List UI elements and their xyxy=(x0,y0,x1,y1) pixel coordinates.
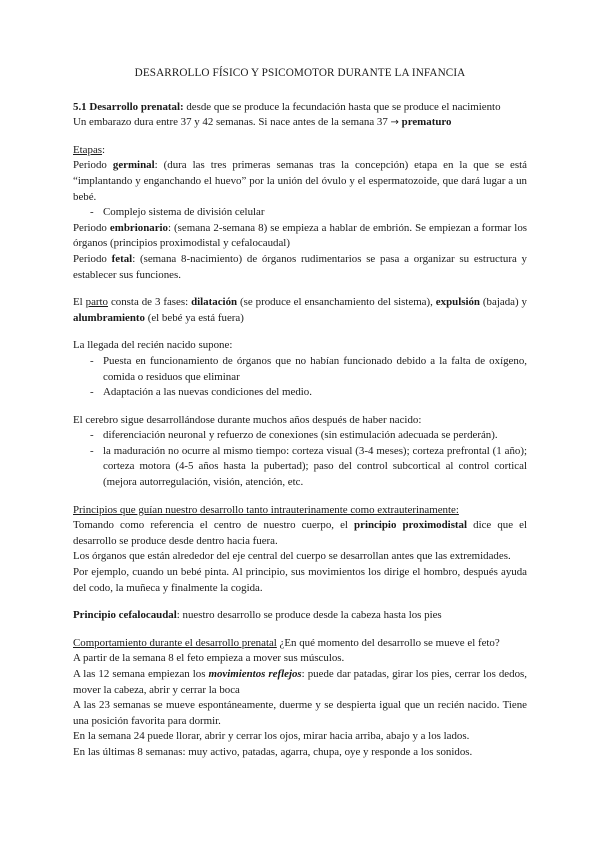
principios-paragraph-3: Por ejemplo, cuando un bebé pinta. Al principio, sus movimientos los dirige el hombro, después ayuda del codo, la muñeca y finalmente la cogida. xyxy=(73,566,527,594)
principios-paragraph-2: Los órganos que están alrededor del eje central del cuerpo se desarrollan antes que las extremidades. xyxy=(73,550,511,563)
periodo-germinal: Periodo germinal: (dura las tres primeras semanas tras la concepción) etapa en la que se está “implantando y enganchando el huevo” por la unión del óvulo y el espermatozoide, que dará lugar a un bebé. xyxy=(73,159,527,203)
comportamiento-line-4: En la semana 24 puede llorar, abrir y cerrar los ojos, mirar hacia arriba, abajo y a los lados. xyxy=(73,730,470,743)
principios-heading: Principios que guían nuestro desarrollo tanto intrauterinamente como extrauterinamente: xyxy=(73,503,459,516)
llegada-intro: La llegada del recién nacido supone: xyxy=(73,339,233,352)
periodo-fetal: Periodo fetal: (semana 8-nacimiento) de órganos rudimentarios se pasa a organizar su estructura y establecer sus funciones. xyxy=(73,252,527,281)
section-heading: 5.1 Desarrollo prenatal: xyxy=(73,100,184,113)
list-item: - diferenciación neuronal y refuerzo de conexiones (sin estimulación adecuada se perderán). xyxy=(90,429,498,442)
comportamiento-heading: Comportamiento durante el desarrollo prenatal ¿En qué momento del desarrollo se mueve el feto? xyxy=(73,636,500,649)
germinal-list xyxy=(73,205,527,221)
etapas-label: Etapas: xyxy=(73,143,106,156)
comportamiento-line-5: En las últimas 8 semanas: muy activo, patadas, agarra, chupa, oye y responde a los sonidos. xyxy=(73,745,473,758)
llegada-list xyxy=(73,354,527,401)
list-item: - Puesta en funcionamiento de órganos que no habían funcionado debido a la falta de oxígeno, comida o residuos que eliminar xyxy=(90,354,527,383)
parto-paragraph: El parto consta de 3 fases: dilatación (se produce el ensanchamiento del sistema), expulsión (bajada) y alumbramiento (el bebé ya está fuera) xyxy=(73,296,527,324)
comportamiento-line-3: A las 23 semanas se mueve espontáneamente, duerme y se despierta igual que un recién nacido. Tiene una posición favorita para dormir. xyxy=(73,699,527,727)
cefalocaudal-paragraph: Principio cefalocaudal: nuestro desarrollo se produce desde la cabeza hasta los pies xyxy=(73,609,442,622)
comportamiento-line-1: A partir de la semana 8 el feto empieza a mover sus músculos. xyxy=(73,652,345,665)
list-item: - la maduración no ocurre al mismo tiempo: corteza visual (3-4 meses); corteza prefrontal (1 año); corteza motora (4-5 años hasta la pubertad); paso del control subcortical al control cortical (mejora autorregulación, visión, atención, etc. xyxy=(90,444,527,489)
comportamiento-line-2: A las 12 semana empiezan los movimientos reflejos: puede dar patadas, girar los pies, cerrar los dedos, mover la cabeza, abrir y cerrar la boca xyxy=(73,668,527,696)
intro-line-1: 5.1 Desarrollo prenatal: desde que se produce la fecundación hasta que se produce el nacimiento xyxy=(73,100,501,113)
list-item: - Complejo sistema de división celular xyxy=(90,206,265,219)
page-title: DESARROLLO FÍSICO Y PSICOMOTOR DURANTE LA INFANCIA xyxy=(134,67,466,79)
intro-line-2: Un embarazo dura entre 37 y 42 semanas. Si nace antes de la semana 37 → prematuro xyxy=(73,116,452,129)
arrow-icon: → xyxy=(390,117,399,129)
principios-paragraph-1: Tomando como referencia el centro de nuestro cuerpo, el principio proximodistal dice que el desarrollo se produce desde dentro hacia fuera. xyxy=(73,519,528,547)
cerebro-list xyxy=(73,428,527,490)
cerebro-intro: El cerebro sigue desarrollándose durante muchos años después de haber nacido: xyxy=(73,413,422,426)
list-item: - Adaptación a las nuevas condiciones del medio. xyxy=(90,386,312,399)
periodo-embrionario: Periodo embrionario: (semana 2-semana 8) se empieza a hablar de embrión. Se empiezan a formar los órganos (principios proximodistal y cefalocaudal) xyxy=(73,221,528,250)
